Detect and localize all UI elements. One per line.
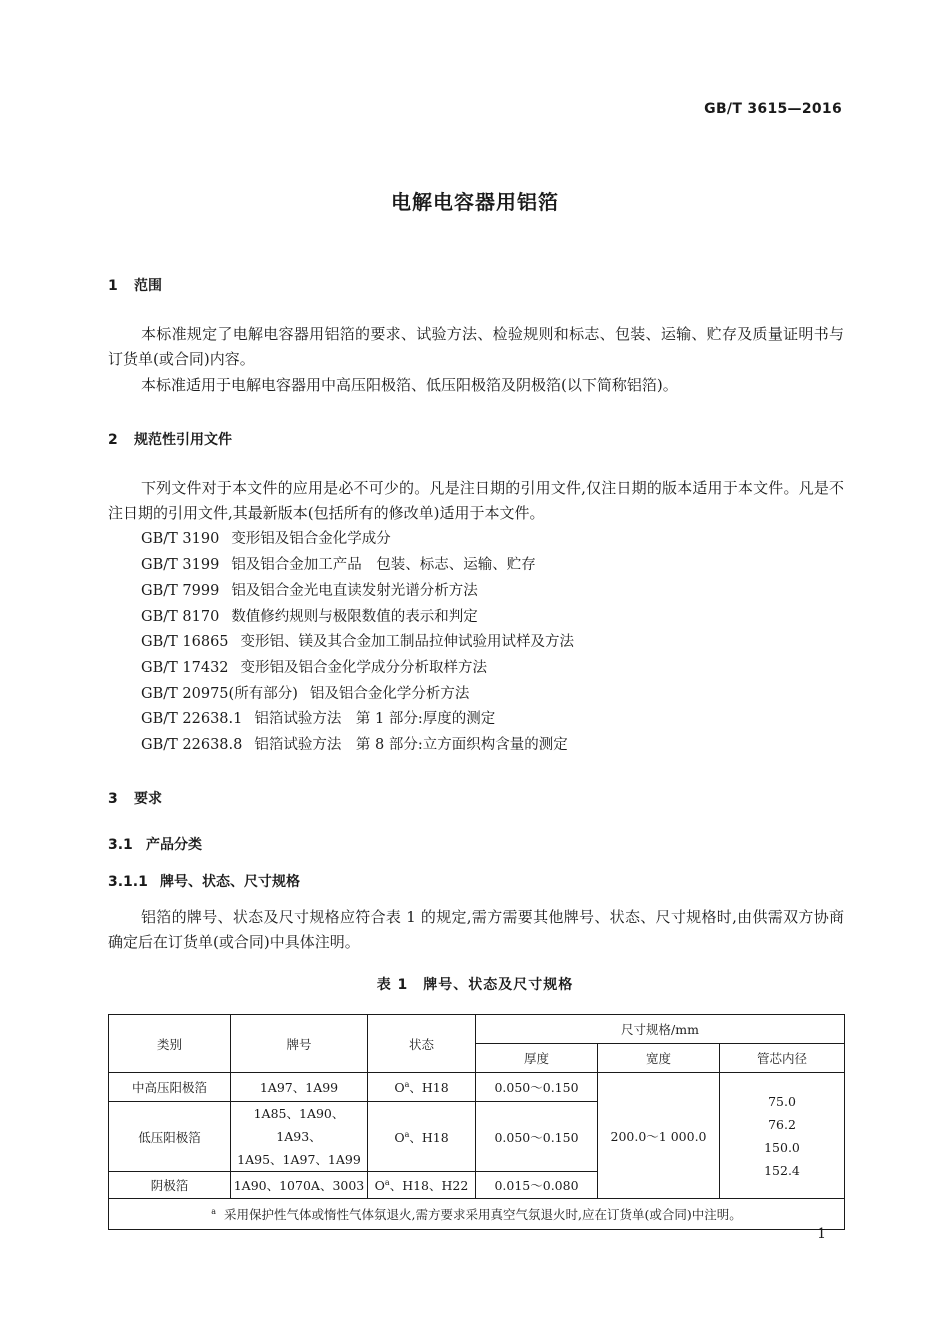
reference-item [141,607,478,627]
grade-line: 1A95、1A97、1A99 [237,1152,361,1167]
reference-code: GB/T 22638.8 [141,737,243,753]
table-caption: 表 1 牌号、状态及尺寸规格 [376,977,574,993]
section-3-1-heading [108,834,202,854]
temper-base: O [394,1129,405,1145]
section-title: 牌号、状态、尺寸规格 [160,874,300,890]
header-dimension: 尺寸规格/mm [476,1015,845,1044]
header-category: 类别 [109,1015,231,1073]
reference-title: 变形铝及铝合金化学成分分析取样方法 [240,660,488,676]
section-2-paragraph-1 [108,476,844,526]
reference-item [141,735,568,755]
section-3-1-1-heading [108,871,300,891]
reference-title: 铝箔试验方法 第 8 部分:立方面织构含量的测定 [254,737,568,753]
cell-temper [368,1073,476,1102]
footnote-mark: a [211,1206,217,1216]
temper-rest: 、H18 [409,1129,449,1145]
footnote-mark: a [404,1079,410,1089]
section-1-paragraph-1 [108,322,844,372]
temper-base: O [394,1080,405,1095]
header-grade: 牌号 [231,1015,368,1073]
core-value: 152.4 [764,1162,800,1178]
table-footnote [109,1199,845,1230]
footnote-mark: a [384,1177,390,1187]
reference-code: GB/T 8170 [141,609,220,625]
reference-code: GB/T 3199 [141,557,220,573]
section-number: 3 [108,791,118,807]
cell-category: 阴极箔 [109,1172,231,1199]
section-1-heading [108,275,162,295]
cell-temper [368,1102,476,1172]
standard-code: GB/T 3615—2016 [704,101,842,117]
reference-code: GB/T 3190 [141,531,220,547]
cell-core-values [720,1073,845,1199]
header-width: 宽度 [598,1044,720,1073]
reference-title: 数值修约规则与极限数值的表示和判定 [231,609,478,625]
header-core: 管芯内径 [720,1044,845,1073]
reference-item [141,632,574,652]
cell-category: 低压阳极箔 [109,1102,231,1172]
section-3-heading [108,788,162,808]
reference-item [141,684,469,704]
cell-category: 中高压阳极箔 [109,1073,231,1102]
reference-code: GB/T 20975(所有部分) [141,686,298,702]
cell-grade [231,1102,368,1172]
reference-title: 变形铝及铝合金化学成分 [231,531,391,547]
reference-item [141,709,495,729]
core-value: 76.2 [768,1116,796,1132]
cell-grade: 1A90、1070A、3003 [231,1172,368,1199]
reference-code: GB/T 17432 [141,660,229,676]
table-footnote-row [109,1199,845,1230]
cell-grade: 1A97、1A99 [231,1073,368,1102]
reference-title: 铝及铝合金加工产品 包装、标志、运输、贮存 [231,557,536,573]
reference-title: 铝及铝合金化学分析方法 [309,686,470,702]
spec-table [108,1014,845,1230]
reference-item [141,529,391,549]
header-temper: 状态 [368,1015,476,1073]
footnote-mark: a [404,1129,410,1139]
section-number: 2 [108,432,118,448]
footnote-text: 采用保护性气体或惰性气体氛退火,需方要求采用真空气氛退火时,应在订货单(或合同)中注明。 [224,1207,742,1222]
cell-temper [368,1172,476,1199]
paragraph-text: 下列文件对于本文件的应用是必不可少的。凡是注日期的引用文件,仅注日期的版本适用于本文件。凡是不注日期的引用文件,其最新版本(包括所有的修改单)适用于本文件。 [108,479,844,522]
reference-title: 铝及铝合金光电直读发射光谱分析方法 [231,583,478,599]
temper-base: O [374,1178,385,1193]
reference-title: 变形铝、镁及其合金加工制品拉伸试验用试样及方法 [240,634,575,650]
section-number: 1 [108,278,118,294]
section-title: 产品分类 [146,837,202,853]
document-title: 电解电容器用铝箔 [391,190,559,214]
section-number: 3.1.1 [108,874,148,890]
reference-title: 铝箔试验方法 第 1 部分:厚度的测定 [254,711,496,727]
page-number: 1 [817,1226,826,1242]
paragraph-text: 本标准适用于电解电容器用中高压阳极箔、低压阳极箔及阴极箔(以下简称铝箔)。 [141,376,678,394]
cell-thickness: 0.050～0.150 [476,1102,598,1172]
grade-line: 1A85、1A90、1A93、 [253,1106,345,1144]
cell-thickness: 0.015～0.080 [476,1172,598,1199]
cell-width: 200.0～1 000.0 [598,1073,720,1199]
reference-code: GB/T 7999 [141,583,220,599]
reference-item [141,581,478,601]
core-value: 75.0 [768,1093,796,1109]
core-value: 150.0 [764,1139,800,1155]
cell-thickness: 0.050～0.150 [476,1073,598,1102]
reference-item [141,555,536,575]
paragraph-text: 铝箔的牌号、状态及尺寸规格应符合表 1 的规定,需方需要其他牌号、状态、尺寸规格时,由供需双方协商确定后在订货单(或合同)中具体注明。 [108,908,844,951]
section-2-heading [108,429,232,449]
temper-rest: 、H18、H22 [389,1178,469,1193]
reference-code: GB/T 22638.1 [141,711,243,727]
reference-item [141,658,487,678]
section-title: 要求 [134,791,162,807]
table-header-row [109,1015,845,1044]
header-thickness: 厚度 [476,1044,598,1073]
section-number: 3.1 [108,837,133,853]
section-3-1-1-paragraph [108,905,844,955]
section-title: 规范性引用文件 [134,432,232,448]
section-1-paragraph-2 [108,373,844,398]
temper-rest: 、H18 [409,1080,449,1095]
section-title: 范围 [134,278,162,294]
table-row [109,1073,845,1102]
reference-code: GB/T 16865 [141,634,229,650]
paragraph-text: 本标准规定了电解电容器用铝箔的要求、试验方法、检验规则和标志、包装、运输、贮存及质量证明书与订货单(或合同)内容。 [108,325,844,368]
